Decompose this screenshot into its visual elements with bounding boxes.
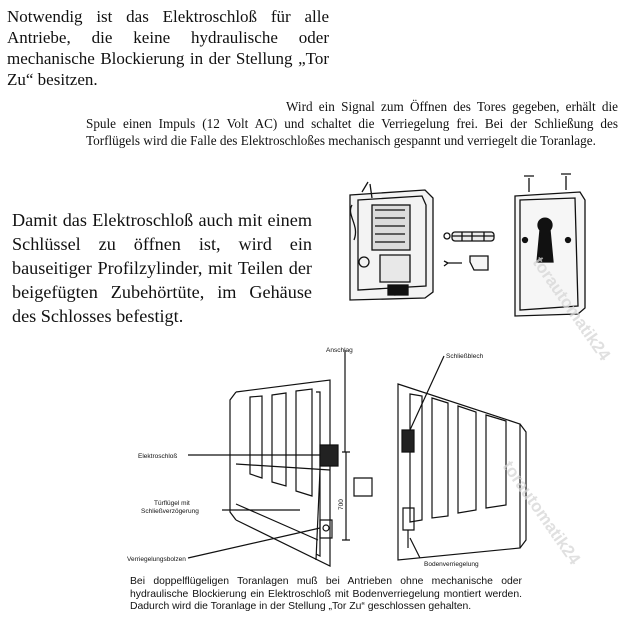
figure-caption: Bei doppelflügeligen Toranlagen muß bei Antrieben ohne mechanische oder hydraulische Blockierung ein Elektroschloß mit Bodenverriegelung montiert werden. Dadurch wird die Toranlage in der Stellung „Tor Zu“ geschlossen gehalten. [130,576,522,612]
label-torfluegel-2: Schließverzögerung [141,508,199,515]
watermark-top: torautomatik24 [528,253,615,365]
signal-paragraph: Wird ein Signal zum Öffnen des Tores gegeben, erhält die Spule einen Impuls (12 Volt AC) und schaltet die Verriegelung frei. Bei der Schließung des Torflügels wird die Falle des Elektroschloßes mechanisch gespannt und verriegelt die Toranlage. [86,99,618,148]
watermark-bottom: torautomatik24 [498,457,585,569]
label-anschlag: Anschlag [326,347,353,354]
label-torfluegel-1: Türflügel mit [154,500,190,507]
label-elektroschloss: Elektroschloß [138,453,178,460]
dimension-700: 700 [338,499,345,510]
label-schliessblech: Schließblech [446,353,484,360]
intro-paragraph: Notwendig ist das Elektroschloß für alle Antriebe, die keine hydraulische oder mechanische Blockierung in der Stellung „Tor Zu“ besitzen. [7,7,329,89]
label-bodenverriegelung: Bodenverriegelung [424,561,479,568]
key-cylinder-paragraph: Damit das Elektroschloß auch mit einem Schlüssel zu öffnen ist, wird ein bauseitiger Profilzylinder, mit Teilen der beigefügten Zubehörtüte, im Gehäuse des Schlosses befestigt. [12,210,312,326]
label-verriegelungsbolzen: Verriegelungsbolzen [127,556,186,563]
